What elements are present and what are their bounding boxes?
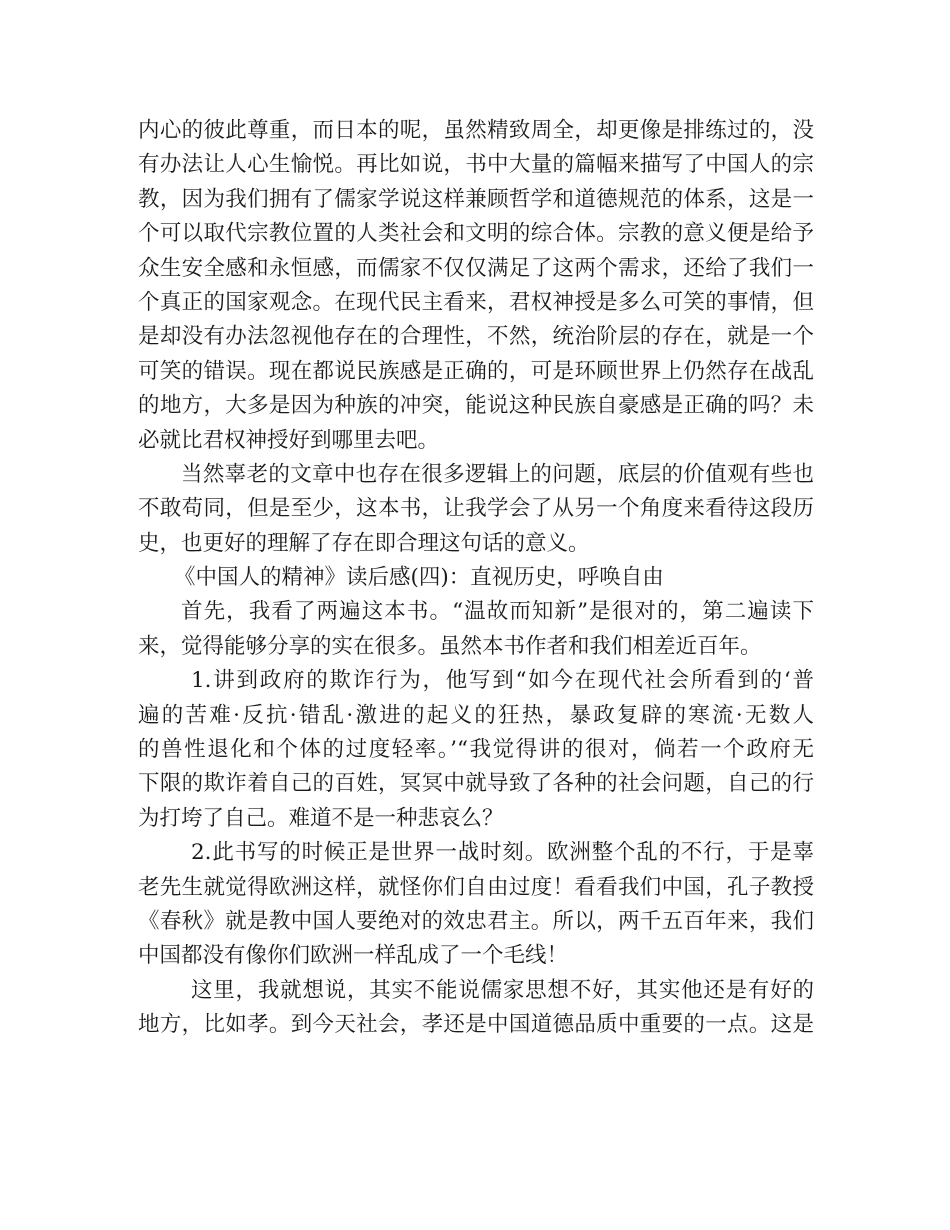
text-line: 教，因为我们拥有了儒家学说这样兼顾哲学和道德规范的体系，这是一: [138, 186, 814, 212]
text-line: 有办法让人心生愉悦。再比如说，书中大量的篇幅来描写了中国人的宗: [138, 152, 814, 178]
text-line: 众生安全感和永恒感，而儒家不仅仅满足了这两个需求，还给了我们一: [138, 255, 814, 281]
text-line: 中国都没有像你们欧洲一样乱成了一个毛线！: [138, 943, 569, 969]
text-line: 个可以取代宗教位置的人类社会和文明的综合体。宗教的意义便是给予: [138, 221, 814, 247]
text-line: 遍的苦难·反抗·错乱·激进的起义的狂热，暴政复辟的寒流·无数人: [138, 702, 814, 728]
text-line: 首先，我看了两遍这本书。“温故而知新”是很对的，第二遍读下: [181, 599, 814, 625]
text-line: 史，也更好的理解了存在即合理这句话的意义。: [138, 530, 590, 556]
text-line: 下限的欺诈着自己的百姓，冥冥中就导致了各种的社会问题，自己的行: [138, 771, 814, 797]
text-line: 这里，我就想说，其实不能说儒家思想不好，其实他还是有好的: [191, 977, 814, 1003]
text-line: 是却没有办法忽视他存在的合理性，不然，统治阶层的存在，就是一个: [138, 324, 814, 350]
text-line: 来，觉得能够分享的实在很多。虽然本书作者和我们相差近百年。: [138, 633, 762, 659]
text-line: 的地方，大多是因为种族的冲突，能说这种民族自豪感是正确的吗？未: [138, 393, 814, 419]
list-item: 2.此书写的时候正是世界一战时刻。欧洲整个乱的不行，于是辜: [191, 840, 814, 866]
text-line: 的兽性退化和个体的过度轻率。’“我觉得讲的很对，倘若一个政府无: [138, 737, 814, 763]
text-line: 可笑的错误。现在都说民族感是正确的，可是环顾世界上仍然存在战乱: [138, 358, 814, 384]
document-body: [138, 114, 814, 1043]
text-line: 不敢苟同，但是至少，这本书，让我学会了从另一个角度来看待这段历: [138, 496, 814, 522]
text-line: 必就比君权神授好到哪里去吧。: [138, 427, 440, 453]
text-line: 个真正的国家观念。在现代民主看来，君权神授是多么可笑的事情，但: [138, 289, 814, 315]
text-line: 当然辜老的文章中也存在很多逻辑上的问题，底层的价值观有些也: [181, 461, 814, 487]
section-heading: 《中国人的精神》读后感(四)：直视历史，呼唤自由: [174, 565, 664, 591]
text-line: 《春秋》就是教中国人要绝对的效忠君主。所以，两千五百年来，我们: [138, 908, 814, 934]
text-line: 为打垮了自己。难道不是一种悲哀么？: [138, 805, 504, 831]
text-line: 老先生就觉得欧洲这样，就怪你们自由过度！看看我们中国，孔子教授: [138, 874, 814, 900]
list-item: 1.讲到政府的欺诈行为，他写到“如今在现代社会所看到的‘普: [191, 668, 814, 694]
text-line: 内心的彼此尊重，而日本的呢，虽然精致周全，却更像是排练过的，没: [138, 118, 814, 143]
text-line: 地方，比如孝。到今天社会，孝还是中国道德品质中重要的一点。这是: [138, 1012, 814, 1038]
